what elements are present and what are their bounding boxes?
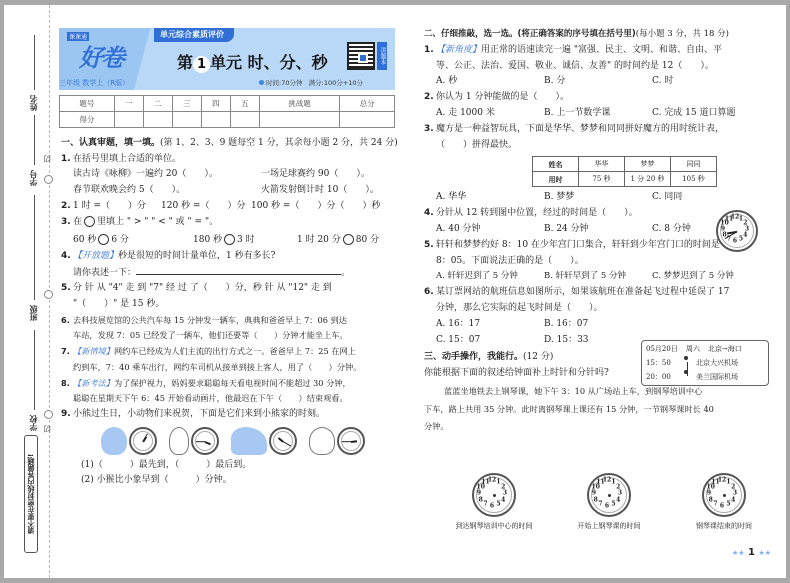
cube-table-cell: 105 秒 — [671, 172, 717, 187]
question-text: 魔方是一种益智玩具，下面是华华、梦梦和同同拼好魔方的用时统计表， — [436, 123, 725, 134]
compare-answer-circle[interactable] — [224, 234, 235, 245]
clock-numeral: 10 — [706, 483, 715, 490]
seal-line-note: 请不要在密封线内答题哦! — [24, 435, 38, 553]
flight-weekday: 周六 — [685, 345, 700, 353]
fill-item[interactable]: 读古诗《咏柳》一遍约 20（ ）。 — [73, 169, 218, 180]
score-header-cell: 挑战题 — [259, 96, 339, 112]
section-3-prompt: 你能根据下面的叙述给钟面补上时针和分针吗? — [424, 368, 609, 379]
question-text-part: 秒是很短的时间计量单位，1 秒有多长? — [118, 250, 276, 261]
score-cell[interactable] — [230, 112, 259, 128]
page-number — [732, 547, 771, 558]
options-row — [436, 190, 784, 206]
question-text — [73, 215, 399, 231]
question-2-3 — [424, 122, 784, 206]
monkey-clock — [129, 427, 157, 455]
flight-info-card — [641, 340, 769, 386]
question-text: 分 针 从 "4" 走 到 "7" 经 过 了（ ）分，秒 针 从 "12" 走 到 — [73, 283, 332, 294]
brand-logo: 好卷 — [79, 44, 123, 72]
question-number: 3. — [424, 123, 434, 134]
question-2-2 — [424, 90, 784, 122]
class-label: 班级 — [29, 305, 38, 321]
option-c[interactable]: C. 15：07 — [436, 334, 481, 345]
option-b[interactable]: B. 24 分钟 — [544, 223, 589, 234]
elephant-clock — [269, 427, 297, 455]
flight-header-row — [646, 342, 764, 356]
score-header-cell: 三 — [172, 96, 201, 112]
section-3-text: 下车，路上共用 35 分钟。此时离钢琴课上课还有 15 分钟，一节钢琴课时长 40 — [424, 403, 714, 414]
name-label: 姓名 — [29, 95, 38, 111]
question-number: 5. — [61, 283, 71, 294]
fill-item[interactable]: 春节联欢晚会约 5（ ）。 — [73, 185, 186, 196]
question-number: 6. — [424, 287, 434, 298]
clock-numeral: 7 — [598, 500, 603, 508]
clock-numeral: 2 — [743, 219, 748, 227]
compare-left: 1 时 20 分 — [297, 235, 341, 246]
score-row-label: 得分 — [60, 112, 115, 128]
question-number: 4. — [424, 208, 434, 219]
qr-code-icon[interactable] — [347, 42, 375, 70]
fill-item[interactable]: 1 时 =（ ）分 — [73, 200, 146, 211]
clock-numeral: 11 — [596, 478, 605, 486]
page-number-text: 1 — [748, 547, 756, 558]
cut-mark: 切 — [43, 425, 52, 433]
score-header-cell: 二 — [143, 96, 172, 112]
compare-item — [297, 233, 379, 249]
exam-header — [59, 28, 395, 90]
compare-left: 60 秒 — [73, 235, 97, 246]
time-limit: 时间:70分钟 — [266, 79, 303, 87]
question-2-6 — [424, 285, 784, 348]
flight-connector — [687, 362, 688, 376]
elephant-group — [231, 427, 297, 455]
star-icon: ★★ — [732, 549, 745, 557]
question-1-9 — [61, 407, 399, 489]
option-b[interactable]: B. 梦梦 — [544, 192, 575, 203]
question-1-3 — [61, 215, 399, 249]
question-text: 车站，发现 7：05 已经发了一辆车，他们还要等（ ）分钟才能坐上车。 — [73, 330, 348, 341]
compare-left: 180 秒 — [193, 235, 223, 246]
section-3-text: 蓝蓝坐地铁去上钢琴课，她下午 3：10 从广场站上车，到钢琴培训中心 — [444, 385, 703, 396]
score-cell[interactable] — [340, 112, 395, 128]
cube-table-row — [533, 172, 717, 187]
clock-numeral: 3 — [502, 489, 508, 497]
cube-table-header-row — [533, 157, 717, 172]
compare-right: 80 分 — [355, 235, 380, 246]
flight-route: 北京→海口 — [707, 345, 742, 353]
question-text: 聪聪在星期天下午 6：45 开始看动画片，他最迟在下午（ ）结束观看。 — [73, 393, 348, 404]
score-header-cell: 总分 — [340, 96, 395, 112]
student-id-label: 学号 — [29, 170, 38, 186]
clock-numeral: 6 — [719, 502, 725, 510]
score-cell[interactable] — [143, 112, 172, 128]
clock-numeral: 8 — [478, 496, 483, 503]
clock-numeral: 9 — [706, 489, 712, 497]
exam-sheet — [4, 5, 786, 578]
cut-mark: 切 — [43, 155, 52, 163]
compare-circle-icon — [84, 216, 95, 227]
option-c[interactable]: C. 时 — [652, 76, 674, 87]
score-header-cell: 题号 — [60, 96, 115, 112]
clock-numeral: 4 — [501, 496, 506, 503]
clock-numeral: 1 — [611, 478, 616, 486]
departure-airport: 北京大兴机场 — [696, 359, 738, 367]
question-number: 2. — [424, 92, 434, 103]
question-text: 某订票网站的航班信息如图所示，如果该航班在准备起飞过程中延误了 17 — [436, 287, 730, 298]
compare-answer-circle[interactable] — [343, 234, 354, 245]
answer-end: 。 — [341, 267, 351, 278]
brand-tag: 课课通 — [69, 34, 88, 41]
score-header-cell: 四 — [201, 96, 230, 112]
clock-numeral: 4 — [616, 496, 621, 503]
compare-right: 6 分 — [111, 235, 129, 246]
option-a[interactable]: A. 华华 — [436, 192, 467, 203]
title-number: 1 — [193, 56, 210, 73]
student-id-field[interactable] — [34, 115, 35, 165]
qr-tag: 讲题本 — [377, 42, 387, 70]
question-number: 2. — [61, 200, 71, 211]
question-number: 9. — [61, 408, 71, 419]
option-a[interactable]: A. 秒 — [436, 76, 458, 87]
cube-table-cell: 华华 — [579, 157, 625, 172]
clock-numeral: 3 — [744, 225, 750, 233]
clock-numeral: 10 — [720, 219, 729, 227]
question-number: 6. — [61, 314, 70, 325]
score-table-header-row — [60, 96, 395, 112]
clock-numeral: 5 — [738, 235, 744, 243]
fill-item[interactable]: 火箭发射倒计时 10（ ）。 — [261, 185, 379, 196]
section-1-heading — [61, 136, 399, 152]
score-header-cell: 一 — [114, 96, 143, 112]
option-a[interactable]: A. 走 1000 米 — [436, 107, 495, 118]
unit-tag: 单元综合素质评价 — [154, 28, 234, 42]
answer-prompt: 请你表述一下： — [73, 267, 137, 278]
clock-numeral: 2 — [731, 483, 736, 490]
section-3-title: 三、动手操作，我能行。 — [424, 352, 524, 363]
clock-numeral: 4 — [743, 231, 748, 239]
section-3-note: (12 分) — [523, 352, 554, 363]
sub-question-1[interactable]: (1)（ ）最先到，（ ）最后到。 — [81, 459, 252, 470]
clock-numeral: 3 — [617, 489, 623, 497]
clock-numeral: 6 — [489, 502, 495, 510]
clock-center-dot — [608, 494, 611, 497]
rabbit-group — [169, 427, 219, 455]
binding-margin — [4, 5, 56, 578]
question-1-6 — [61, 313, 399, 344]
animal-clock-row — [73, 427, 399, 455]
school-label: 学校 — [29, 415, 38, 431]
question-number: 7. — [61, 346, 70, 357]
option-c[interactable]: C. 8 分钟 — [652, 223, 691, 234]
seal-circle — [44, 290, 53, 299]
section-2-note: (每小题 3 分，共 18 分) — [635, 29, 729, 39]
title-prefix: 第 — [177, 53, 194, 72]
question-text — [436, 43, 784, 59]
clock-caption: 开始上钢琴课的时间 — [577, 522, 641, 530]
clock-numeral: 9 — [720, 225, 726, 233]
clock-numeral: 9 — [591, 489, 597, 497]
score-cell[interactable] — [259, 112, 339, 128]
flight-departure-row — [646, 356, 764, 370]
clock-numeral: 2 — [501, 483, 506, 490]
question-text-part: 网约车已经成为人们主流的出行方式之一。爸爸早上 7：25 在网上 — [113, 346, 356, 357]
cat-clock — [337, 427, 365, 455]
question-text-part: 用正常的语速读完一遍 "富强、民主、文明、和谐、自由、平 — [481, 44, 723, 55]
clock-numeral: 2 — [616, 483, 621, 490]
clock-numeral: 8 — [708, 496, 713, 503]
options-row — [436, 317, 784, 333]
compare-answer-circle[interactable] — [98, 234, 109, 245]
question-1-4 — [61, 249, 399, 281]
clock-center-dot — [723, 494, 726, 497]
clock-numeral: 11 — [481, 478, 490, 486]
option-c[interactable]: C. 完成 15 道口算题 — [652, 107, 736, 118]
option-d[interactable]: D. 15：33 — [544, 334, 589, 345]
minute-hand — [196, 441, 205, 442]
clock-box — [559, 473, 659, 531]
section-1 — [61, 136, 399, 489]
blank-clock-face[interactable] — [587, 473, 631, 517]
question-1-8 — [61, 376, 399, 407]
class-field[interactable] — [34, 195, 35, 300]
clock-numeral: 7 — [726, 235, 732, 243]
fill-item[interactable]: 100 秒 =（ ）分（ ）秒 — [251, 200, 381, 211]
option-b[interactable]: B. 分 — [544, 76, 566, 87]
clock-numeral: 6 — [732, 237, 738, 245]
section-3-text: 分钟。 — [424, 420, 449, 431]
monkey-group — [101, 427, 157, 455]
clock-numeral: 5 — [611, 500, 616, 508]
option-c[interactable]: C. 同同 — [652, 192, 683, 203]
question-text-part: 里填上 " > " " < " 或 " = "。 — [97, 216, 219, 227]
compare-right: 3 时 — [237, 235, 255, 246]
clock-numeral: 12 — [487, 476, 497, 484]
arrival-airport: 美兰国际机场 — [696, 373, 738, 381]
option-b[interactable]: B. 上一节数学课 — [544, 107, 611, 118]
options-row — [436, 269, 784, 285]
seal-circle — [44, 410, 53, 419]
section-1-title: 一、认真审题，填一填。 — [61, 138, 161, 148]
question-number: 1. — [424, 44, 434, 55]
question-text: 小熊过生日，小动物们来祝贺，下面是它们来到小熊家的时刻。 — [73, 408, 326, 419]
cube-table-cell: 姓名 — [533, 157, 579, 172]
compare-item — [193, 233, 297, 249]
question-text-part: 为了保护视力，妈妈要求聪聪每天看电视时间不能超过 30 分钟， — [113, 377, 351, 388]
blank-clock-face[interactable] — [702, 473, 746, 517]
question-1-5 — [61, 281, 399, 312]
question-tag: 【新考法】 — [73, 377, 114, 388]
option-a[interactable]: A. 轩轩迟到了 5 分钟 — [436, 271, 518, 282]
question-text — [73, 344, 399, 360]
question-text: 8：05。下面说法正确的是（ ）。 — [436, 255, 584, 266]
clock-bullet-icon — [259, 80, 264, 85]
clock-numeral: 7 — [713, 500, 718, 508]
question-1-1 — [61, 152, 399, 199]
blank-clock-face[interactable] — [472, 473, 516, 517]
question-text: 在括号里填上合适的单位。 — [73, 153, 182, 164]
clock-numeral: 1 — [496, 478, 501, 486]
answer-line[interactable] — [136, 265, 341, 275]
clock-numeral: 12 — [602, 476, 612, 484]
option-a[interactable]: A. 40 分钟 — [436, 223, 481, 234]
question-text: （ ）拼得最快。 — [436, 139, 518, 150]
score-cell[interactable] — [201, 112, 230, 128]
question-1-2 — [61, 199, 399, 215]
clock-numeral: 1 — [738, 215, 744, 223]
option-a[interactable]: A. 16：17 — [436, 318, 481, 329]
cube-table-cell: 75 秒 — [579, 172, 625, 187]
answer-row — [73, 233, 399, 249]
question-text — [73, 249, 399, 265]
clock-numeral: 11 — [711, 478, 720, 486]
score-header-cell: 五 — [230, 96, 259, 112]
departure-time: 15：50 — [646, 359, 671, 367]
flight-date: 05月20日 — [646, 345, 678, 353]
clock-numeral: 11 — [724, 215, 734, 223]
clock-numeral: 4 — [731, 496, 736, 503]
hour-hand — [351, 440, 357, 443]
clock-numeral: 6 — [604, 502, 610, 510]
cat-icon — [309, 427, 335, 455]
question-1-7 — [61, 344, 399, 375]
fill-item[interactable]: 一场足球赛约 90（ ）。 — [261, 169, 370, 180]
clock-numeral: 1 — [726, 478, 731, 486]
score-table-row — [60, 112, 395, 128]
question-text: 分针从 12 转到图中位置，经过的时间是（ ）。 — [436, 208, 638, 219]
question-number: 4. — [61, 250, 71, 261]
seal-circle — [44, 175, 53, 184]
flight-arrival-row — [646, 370, 764, 384]
monkey-icon — [101, 427, 127, 455]
answer-row — [73, 167, 399, 183]
star-icon: ★★ — [758, 549, 772, 557]
school-field[interactable] — [34, 330, 35, 410]
rabbit-clock — [191, 427, 219, 455]
answer-row — [73, 265, 399, 282]
question-number: 3. — [61, 216, 71, 227]
cube-table-cell: 同同 — [671, 157, 717, 172]
clock-numeral: 10 — [476, 483, 485, 490]
departure-dot-icon — [684, 356, 688, 360]
section-2-title: 二、仔细推敲，选一选。(将正确答案的序号填在括号里) — [424, 29, 636, 39]
arrival-time: 20：00 — [646, 373, 671, 381]
option-b[interactable]: B. 轩轩早到了 5 分钟 — [544, 271, 626, 282]
clock-numeral: 5 — [726, 500, 731, 508]
cat-group — [309, 427, 365, 455]
question-number: 1. — [61, 153, 71, 164]
question-2-4-clock — [716, 210, 758, 252]
question-text: 分钟，那么它实际的起飞时间是（ ）。 — [436, 302, 603, 313]
question-tag: 【新角度】 — [436, 44, 482, 55]
clock-numeral: 12 — [730, 213, 740, 221]
fill-item[interactable]: 120 秒 =（ ）分 — [161, 200, 246, 211]
question-text: 约到车，7：40 乘车出行，网约车司机从接单到接上客人，用了（ ）分钟。 — [73, 361, 362, 372]
title-suffix: 单元 时、分、秒 — [210, 53, 328, 72]
option-c[interactable]: C. 梦梦迟到了 5 分钟 — [652, 271, 734, 282]
clock-caption: 到达钢琴培训中心的时间 — [455, 522, 533, 530]
question-text-part: 在 — [73, 216, 83, 227]
question-text — [73, 376, 399, 392]
cube-table-cell: 1 分 20 秒 — [625, 172, 671, 187]
question-tag: 【新情境】 — [73, 346, 114, 357]
rabbit-icon — [169, 427, 189, 455]
clock-numeral: 9 — [476, 489, 482, 497]
options-row — [436, 74, 784, 90]
blank-clocks-row — [444, 473, 774, 531]
question-number: 8. — [61, 377, 70, 388]
exam-info — [259, 78, 363, 87]
options-row — [436, 106, 784, 122]
clock-numeral: 10 — [591, 483, 600, 490]
question-tag: 【开放题】 — [73, 250, 119, 261]
sub-question-2[interactable]: (2) 小猴比小象早到（ ）分钟。 — [81, 475, 232, 486]
clock-numeral: 8 — [722, 231, 727, 239]
name-field[interactable] — [34, 35, 35, 90]
clock-numeral: 12 — [717, 476, 727, 484]
elephant-icon — [231, 427, 267, 455]
clock-center-dot — [493, 494, 496, 497]
score-table — [59, 95, 395, 128]
question-text: 等、公正、法治、爱国、敬业、诚信、友善" 的时间约是 12（ ）。 — [436, 60, 714, 71]
full-score: 满分:100分+10分 — [308, 79, 363, 87]
section-2-heading — [424, 27, 784, 43]
section-1-note: (第 1、2、3、9 题每空 1 分，其余每小题 2 分，共 24 分) — [160, 138, 398, 148]
clock-numeral: 3 — [732, 489, 738, 497]
question-text: "（ ）" 是 15 秒。 — [73, 299, 165, 310]
cube-time-table — [532, 156, 717, 187]
clock-numeral: 8 — [593, 496, 598, 503]
question-text: 轩轩和梦梦约好 8：10 在少年宫门口集合，轩轩到少年宫门口的时间是 — [436, 239, 720, 250]
score-cell[interactable] — [172, 112, 201, 128]
page-title — [177, 50, 328, 73]
clock-box — [444, 473, 544, 531]
grade-label: 三年级 数学上（R版） — [59, 79, 130, 87]
clock-numeral: 5 — [496, 500, 501, 508]
score-cell[interactable] — [114, 112, 143, 128]
cube-table-cell: 梦梦 — [625, 157, 671, 172]
answer-row — [73, 199, 399, 215]
question-text: 去科技展览馆的公共汽车每 15 分钟发一辆车，典典和爸爸早上 7：06 到达 — [73, 314, 347, 325]
clock-numeral: 7 — [483, 500, 488, 508]
option-b[interactable]: B. 16：07 — [544, 318, 589, 329]
question-text: 你认为 1 分钟能做的是（ ）。 — [436, 92, 569, 103]
answer-row — [73, 183, 399, 199]
minute-hand — [342, 441, 351, 442]
clock-caption: 钢琴课结束的时间 — [696, 522, 752, 530]
compare-item — [73, 233, 193, 249]
clock-box — [674, 473, 774, 531]
question-2-1 — [424, 43, 784, 90]
cube-table-cell: 用时 — [533, 172, 579, 187]
question-number: 5. — [424, 239, 434, 250]
